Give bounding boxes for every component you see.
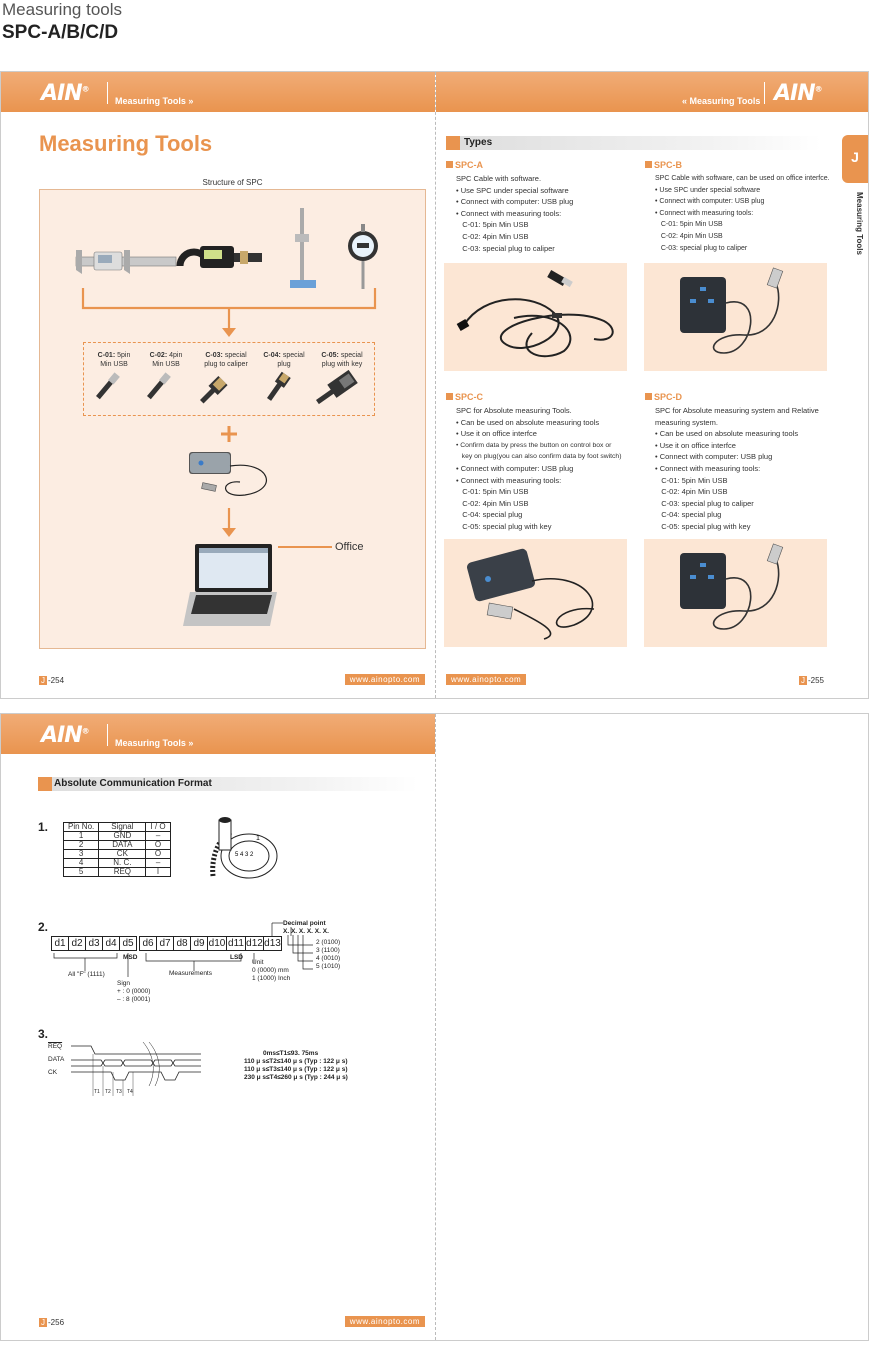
page-254 xyxy=(0,72,435,698)
absolute-format-section-bar: Absolute Communication Format xyxy=(38,777,418,791)
types-section-bar: Types xyxy=(446,136,821,150)
decimal-code: 5 (1010) xyxy=(316,963,341,970)
digit-box: d3 xyxy=(85,936,103,951)
website-link[interactable]: www.ainopto.com xyxy=(446,674,526,685)
digit-box: d1 xyxy=(51,936,69,951)
ain-logo: AIN® xyxy=(774,81,822,106)
table-row: 1 GND – xyxy=(64,832,171,841)
timing-t3: 110 μ s≤T3≤140 μ s (Typ : 122 μ s) xyxy=(244,1066,348,1073)
digit-box: d8 xyxy=(173,936,191,951)
plug-c03-label: C-03: special plug to caliper xyxy=(204,352,248,368)
req-signal-label: $\overline{REQ}$ xyxy=(48,1043,63,1050)
t3-label: T3 xyxy=(116,1089,122,1095)
spc-a-photo xyxy=(444,263,627,371)
plug-c05-label: C-05: special plug with key xyxy=(321,352,363,368)
digit-box: d7 xyxy=(156,936,174,951)
digit-box: d12 xyxy=(246,938,263,949)
svg-text:1: 1 xyxy=(256,835,260,842)
page-number: J -256 xyxy=(41,1318,65,1327)
table-row: 3 CK O xyxy=(64,850,171,859)
ck-signal-label: CK xyxy=(48,1069,58,1076)
step-2-number: 2. xyxy=(38,920,49,934)
spread-pages-254-255 xyxy=(0,71,869,699)
header-divider xyxy=(107,82,108,104)
pin-table xyxy=(63,822,171,877)
ain-logo: AIN® xyxy=(41,723,89,748)
blank-page xyxy=(435,714,869,1340)
spc-c-description: SPC for Absolute measuring Tools. • Can be used on absolute measuring tools • Use it on office interfce • Confirm data by press the button on control box or key on plug(you can also confirm data by foot switch) • Connect with computer: USB plug • Connect with measuring tools: C-01: 5pin Min USB C-02: 4pin Min USB C-04: special plug C-05: special plug with key xyxy=(456,406,622,531)
spc-c-photo xyxy=(444,539,627,647)
unit-label: Unit xyxy=(252,959,264,966)
structure-caption: Structure of SPC xyxy=(202,178,263,187)
website-link[interactable]: www.ainopto.com xyxy=(345,1316,425,1327)
spc-d-description: SPC for Absolute measuring system and Relative measuring system. • Can be used on absolute measuring tools • Use it on office interfce • Connect with computer: USB plug • Connect with measuring tools: C-01: 5pin Min USB C-02: 4pin Min USB C-03: special plug to caliper C-04: special plug C-05: special plug with key xyxy=(655,406,819,531)
plug-options-box xyxy=(83,342,375,416)
spc-structure-diagram xyxy=(39,189,426,649)
office-label: Office xyxy=(335,541,364,553)
sign-label: Sign xyxy=(117,980,131,987)
digit-box: d5 xyxy=(119,936,137,951)
header-band xyxy=(1,714,435,754)
t1-label: T1 xyxy=(94,1089,100,1095)
dial-indicator-icon xyxy=(348,224,378,289)
digit-box: d9 xyxy=(190,936,208,951)
decimal-pattern: X. X. X. X. X. X. xyxy=(283,928,329,935)
header-divider xyxy=(107,724,108,746)
header-band xyxy=(436,72,868,112)
t2-label: T2 xyxy=(105,1089,111,1095)
digit-box: d11 xyxy=(226,936,246,951)
website-link[interactable]: www.ainopto.com xyxy=(345,674,425,685)
decimal-code: 2 (0100) xyxy=(316,939,341,946)
header-section-label: Measuring Tools » xyxy=(115,738,194,748)
usb-cable-image xyxy=(444,263,627,371)
measurements-label: Measurements xyxy=(169,970,212,977)
spc-d-photo xyxy=(644,539,827,647)
spc-d-heading: SPC-D xyxy=(645,392,682,402)
spc-a-description: SPC Cable with software. • Use SPC under special software • Connect with computer: USB plug • Connect with measuring tools: C-01: 5pin Min USB C-02: 4pin Min USB C-03: special plug to caliper xyxy=(456,174,574,253)
controller-box-icon xyxy=(189,452,266,495)
header-section-label: « Measuring Tools xyxy=(682,96,761,106)
caliper-icon xyxy=(76,250,176,274)
controller-box-image xyxy=(644,539,827,647)
connector-illustration xyxy=(209,806,279,886)
unit-inch: 1 (1000) Inch xyxy=(252,975,291,982)
header-band xyxy=(1,72,435,112)
msd-label: MSD xyxy=(123,954,138,961)
page-255 xyxy=(435,72,869,698)
sign-plus: + : 0 (0000) xyxy=(117,988,151,995)
timing-t1: 0ms≤T1≤93. 75ms xyxy=(263,1050,319,1057)
digit-box: d2 xyxy=(68,936,86,951)
decimal-point-label: Decimal point xyxy=(283,920,326,927)
doc-subtitle: Measuring tools xyxy=(2,0,123,19)
side-section-label: Measuring Tools xyxy=(855,192,864,255)
sign-minus: – : 8 (0001) xyxy=(117,996,151,1003)
page-number: J -255 xyxy=(800,676,824,685)
digit-box: d6 xyxy=(139,936,157,951)
timing-t4: 230 μ s≤T4≤260 μ s (Typ : 244 μ s) xyxy=(244,1074,348,1081)
spc-b-description: SPC Cable with software, can be used on office interfce. • Use SPC under special software • Connect with computer: USB plug • Connect with measuring tools: C-01: 5pin Min USB C-02: 4pin Min USB C-03: special plug to caliper xyxy=(655,175,830,252)
svg-text:5 4 3 2: 5 4 3 2 xyxy=(235,852,254,858)
plug-c02-label: C-02: 4pin Min USB xyxy=(149,352,183,368)
controller-box-image xyxy=(644,263,827,371)
height-gauge-icon xyxy=(290,208,316,288)
all-f-label: All "F" (1111) xyxy=(68,971,105,978)
lsd-label: LSD xyxy=(230,954,243,961)
table-header-row: Pin No. Signal I / O xyxy=(64,823,171,832)
step-1-number: 1. xyxy=(38,820,49,834)
page-256 xyxy=(0,714,435,1340)
data-signal-label: DATA xyxy=(48,1056,65,1063)
spread-page-256 xyxy=(0,713,869,1341)
doc-title: SPC-A/B/C/D xyxy=(2,22,119,43)
spc-b-photo xyxy=(644,263,827,371)
header-section-label: Measuring Tools » xyxy=(115,96,194,106)
table-row: 4 N. C. – xyxy=(64,859,171,868)
plug-c04-label: C-04: special plug xyxy=(263,352,305,368)
digit-box: d4 xyxy=(102,936,120,951)
timing-diagram xyxy=(71,1040,211,1102)
decimal-code: 3 (1100) xyxy=(316,947,340,954)
page-title: Measuring Tools xyxy=(39,131,213,156)
controller-box-image xyxy=(444,539,627,647)
decimal-code: 4 (0010) xyxy=(316,955,341,962)
ain-logo: AIN® xyxy=(41,81,89,106)
timing-t2: 110 μ s≤T2≤140 μ s (Typ : 122 μ s) xyxy=(244,1058,348,1065)
unit-mm: 0 (0000) mm xyxy=(252,967,289,974)
page-number: J -254 xyxy=(41,676,65,685)
laptop-icon xyxy=(183,544,277,626)
t4-label: T4 xyxy=(127,1089,133,1095)
spc-a-heading: SPC-A xyxy=(446,160,483,170)
micrometer-icon xyxy=(180,246,262,268)
header-divider xyxy=(764,82,765,104)
diagram-art xyxy=(40,190,427,650)
digit-box: d10 xyxy=(208,938,226,949)
spc-c-heading: SPC-C xyxy=(446,392,483,402)
chapter-tab[interactable]: J xyxy=(842,135,868,183)
table-row: 2 DATA O xyxy=(64,841,171,850)
table-row: 5 REQ I xyxy=(64,868,171,877)
digit-box: d13 xyxy=(264,938,281,949)
plug-c01-label: C-01: 5pin Min USB xyxy=(97,352,131,368)
spc-b-heading: SPC-B xyxy=(645,160,682,170)
step-3-number: 3. xyxy=(38,1027,49,1041)
